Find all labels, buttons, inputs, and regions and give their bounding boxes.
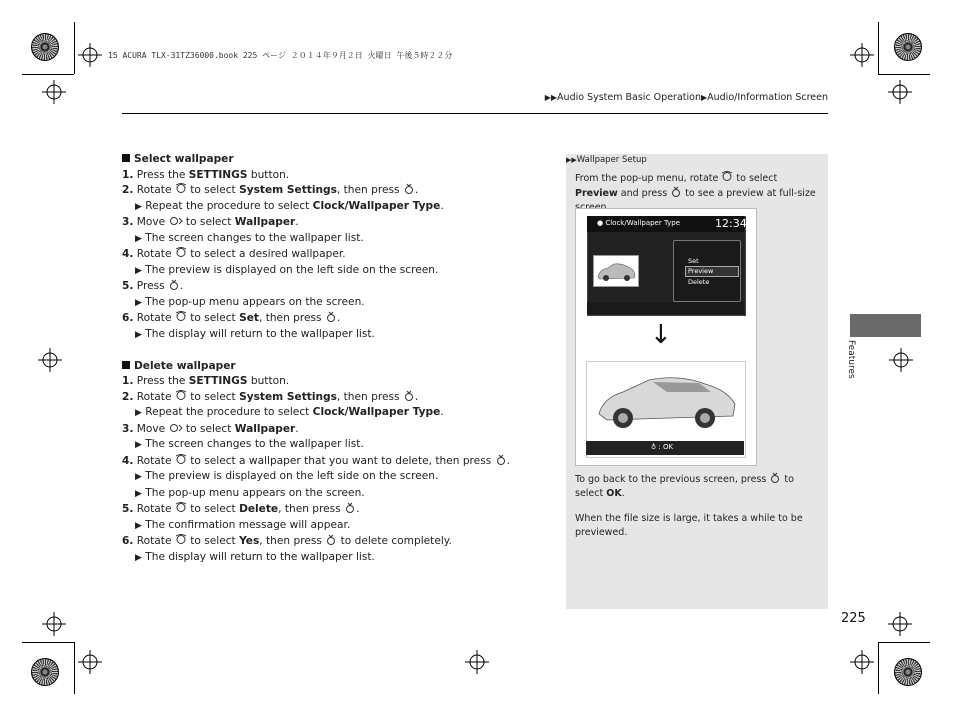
interface-dial-icon — [175, 502, 187, 513]
interface-dial-icon — [175, 247, 187, 258]
step-6-result: ▶ The display will return to the wallpaper list. — [135, 327, 375, 340]
step-4-result: ▶ The preview is displayed on the left side on the screen. — [135, 470, 439, 482]
step-5: 5. Press . — [122, 280, 184, 292]
result-arrow-icon: ▶ — [135, 520, 142, 531]
move-selector-icon — [169, 422, 183, 433]
sidebar-title: ▶▶Wallpaper Setup — [566, 155, 647, 165]
interface-dial-icon — [175, 183, 187, 194]
press-selector-icon: ♁ — [651, 443, 657, 451]
breadcrumb-link-2[interactable]: Audio/Information Screen — [707, 92, 828, 103]
print-header: 15 ACURA TLX-31TZ36000.book 225 ページ ２０１４年９月２日 火曜日 午後５時２２分 — [108, 51, 453, 60]
press-selector-icon — [403, 390, 415, 401]
result-arrow-icon: ▶ — [135, 233, 142, 244]
main-content — [122, 152, 542, 566]
result-arrow-icon: ▶ — [135, 552, 142, 563]
interface-dial-icon — [721, 171, 733, 182]
step-2: 2. Rotate to select System Settings, then press . — [122, 184, 419, 196]
popup-item-set[interactable]: Set — [688, 257, 699, 265]
step-3-result: ▶ The screen changes to the wallpaper list. — [135, 231, 364, 244]
step-6: 6. Rotate to select Set, then press . — [122, 312, 341, 324]
black-square-icon — [122, 154, 130, 162]
result-arrow-icon: ▶ — [135, 201, 142, 212]
result-arrow-icon: ▶ — [135, 265, 142, 276]
chapter-tab-label: Features — [846, 340, 856, 379]
result-arrow-icon: ▶ — [135, 440, 142, 450]
page-number: 225 — [841, 611, 866, 626]
step-4-result: ▶ The preview is displayed on the left side on the screen. — [135, 263, 439, 276]
interface-dial-icon — [175, 534, 187, 545]
step-3-result: ▶ The screen changes to the wallpaper list. — [135, 438, 364, 450]
press-selector-icon — [670, 186, 682, 197]
step-3: 3. Move to select Wallpaper. — [122, 216, 299, 228]
interface-dial-icon — [175, 390, 187, 401]
screen-clock: 12:34 — [715, 217, 747, 230]
result-arrow-icon: ▶ — [135, 297, 142, 308]
step-1: 1. Press the SETTINGS button. — [122, 375, 290, 387]
down-arrow-icon: ↓ — [650, 320, 672, 350]
sidebar-note: When the file size is large, it takes a while to be previewed. — [575, 513, 803, 538]
breadcrumb-arrow-icon: ▶ — [700, 93, 708, 102]
screen-title: ● Clock/Wallpaper Type — [597, 219, 681, 227]
press-selector-icon — [769, 472, 781, 483]
popup-item-preview[interactable]: Preview — [688, 267, 714, 275]
step-6: 6. Rotate to select Yes, then press to delete completely. — [122, 535, 452, 547]
preview-ok-button[interactable]: ♁ : OK — [651, 443, 674, 451]
press-selector-icon — [325, 311, 337, 322]
step-5-result: ▶ The confirmation message will appear. — [135, 518, 351, 531]
reference-arrow-icon: ▶▶ — [566, 156, 577, 164]
section-title-delete-wallpaper: Delete wallpaper — [122, 359, 542, 375]
result-arrow-icon: ▶ — [135, 408, 142, 418]
result-arrow-icon: ▶ — [135, 488, 142, 499]
press-selector-icon — [344, 502, 356, 513]
step-2-result: ▶ Repeat the procedure to select Clock/Wallpaper Type. — [135, 199, 444, 212]
screen-footer-bar — [587, 302, 744, 314]
interface-dial-icon — [175, 454, 187, 465]
wallpaper-preview-thumbnail — [593, 255, 639, 287]
press-selector-icon — [325, 534, 337, 545]
result-arrow-icon: ▶ — [135, 329, 142, 340]
step-5-result: ▶ The pop-up menu appears on the screen. — [135, 295, 365, 308]
breadcrumb — [545, 92, 828, 103]
menu-dot-icon: ● — [597, 219, 604, 227]
black-square-icon — [122, 361, 130, 369]
step-1: 1. Press the SETTINGS button. — [122, 168, 290, 181]
step-4: 4. Rotate to select a desired wallpaper. — [122, 248, 346, 260]
press-selector-icon — [168, 279, 180, 290]
header-rule — [122, 113, 828, 114]
step-4: 4. Rotate to select a wallpaper that you want to delete, then press . — [122, 454, 510, 467]
breadcrumb-link-1[interactable]: Audio System Basic Operation — [557, 92, 701, 103]
step-2: 2. Rotate to select System Settings, then press . — [122, 390, 419, 403]
interface-dial-icon — [175, 311, 187, 322]
step-5: 5. Rotate to select Delete, then press . — [122, 503, 360, 515]
chapter-tab — [850, 314, 921, 337]
press-selector-icon — [403, 183, 415, 194]
sidebar-back-instructions: To go back to the previous screen, press to select OK. — [575, 474, 794, 499]
sidebar-intro: From the pop-up menu, rotate to select Preview and press to see a preview at full-size — [575, 173, 816, 199]
step-4-result: ▶ The pop-up menu appears on the screen. — [135, 486, 365, 499]
step-2-result: ▶ Repeat the procedure to select Clock/Wallpaper Type. — [135, 406, 444, 418]
step-3: 3. Move to select Wallpaper. — [122, 422, 299, 435]
popup-item-delete[interactable]: Delete — [688, 278, 710, 286]
section-title-select-wallpaper: Select wallpaper — [122, 152, 542, 168]
move-selector-icon — [169, 215, 183, 226]
breadcrumb-arrow-icon: ▶▶ — [544, 93, 558, 102]
step-6-result: ▶ The display will return to the wallpaper list. — [135, 550, 375, 563]
press-selector-icon — [495, 454, 507, 465]
result-arrow-icon: ▶ — [135, 472, 142, 482]
